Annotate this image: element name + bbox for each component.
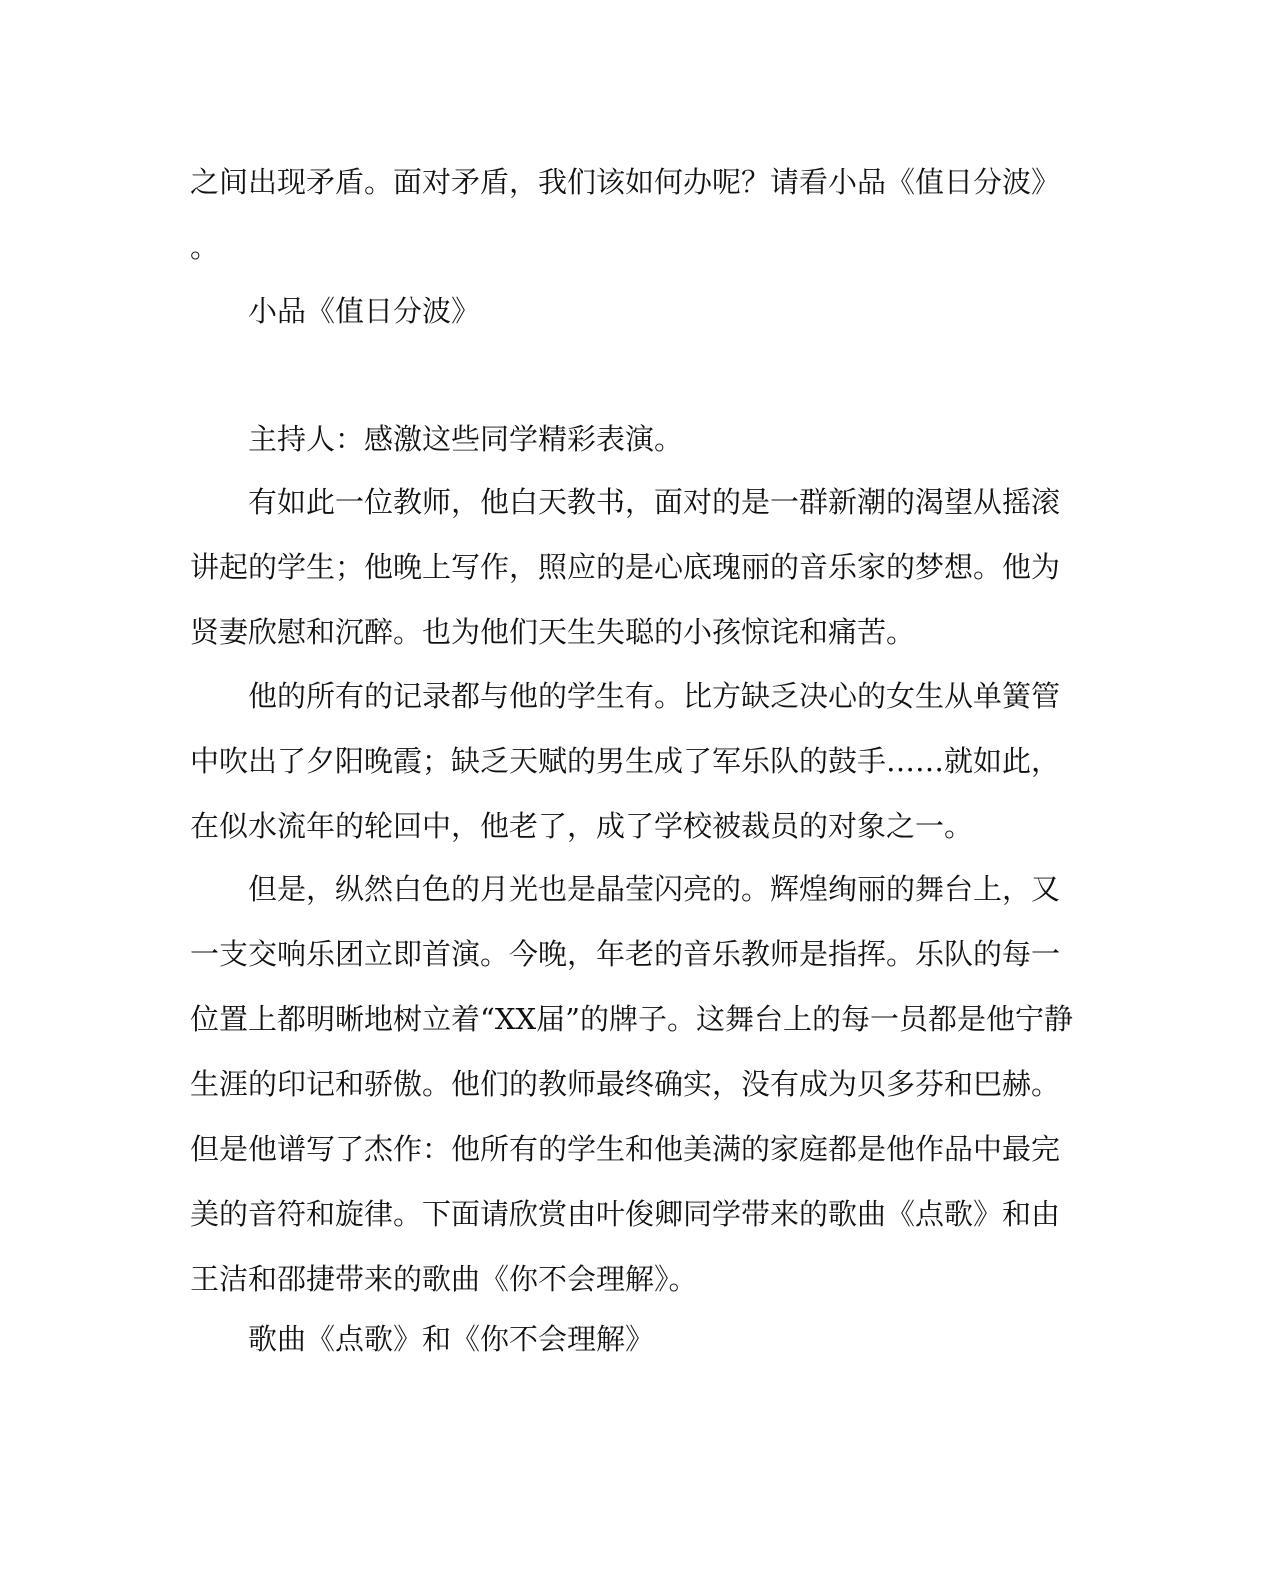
paragraph-intro bbox=[190, 150, 1060, 280]
text-line: 但是，纵然白色的月光也是晶莹闪亮的。辉煌绚丽的舞台上，又 bbox=[248, 872, 1061, 906]
text-line: 王洁和邵捷带来的歌曲《你不会理解》。 bbox=[190, 1262, 698, 1296]
text-line: 但是他谱写了杰作：他所有的学生和他美满的家庭都是他作品中最完 bbox=[190, 1132, 1061, 1166]
paragraph-records bbox=[190, 664, 1060, 859]
text-line: 他的所有的记录都与他的学生有。比方缺乏决心的女生从单簧管 bbox=[248, 679, 1061, 713]
host-line bbox=[190, 407, 1060, 472]
text-line: 小品《值日分波》 bbox=[248, 294, 481, 328]
skit-title bbox=[190, 279, 1060, 344]
text-line: 在似水流年的轮回中，他老了，成了学校被裁员的对象之一。 bbox=[190, 809, 974, 843]
text-line: 中吹出了夕阳晚霞；缺乏天赋的男生成了军乐队的鼓手……就如此， bbox=[190, 744, 1061, 778]
text-line: 位置上都明晰地树立着“XX届”的牌子。这舞台上的每一员都是他宁静 bbox=[190, 1002, 1073, 1036]
text-line: 一支交响乐团立即首演。今晚，年老的音乐教师是指挥。乐队的每一 bbox=[190, 937, 1061, 971]
songs-title bbox=[190, 1307, 1060, 1372]
paragraph-concert bbox=[190, 857, 1073, 1312]
text-line: 讲起的学生；他晚上写作，照应的是心底瑰丽的音乐家的梦想。他为 bbox=[190, 550, 1061, 584]
text-line: 生涯的印记和骄傲。他们的教师最终确实，没有成为贝多芬和巴赫。 bbox=[190, 1067, 1061, 1101]
text-line: 。 bbox=[190, 230, 220, 264]
text-line: 之间出现矛盾。面对矛盾，我们该如何办呢？请看小品《值日分波》 bbox=[190, 165, 1061, 199]
text-line: 贤妻欣慰和沉醉。也为他们天生失聪的小孩惊诧和痛苦。 bbox=[190, 615, 916, 649]
text-line: 有如此一位教师，他白天教书，面对的是一群新潮的渴望从摇滚 bbox=[248, 485, 1061, 519]
text-line: 歌曲《点歌》和《你不会理解》 bbox=[248, 1322, 655, 1356]
paragraph-teacher bbox=[190, 470, 1060, 665]
text-line: 主持人：感激这些同学精彩表演。 bbox=[248, 422, 684, 456]
text-line: 美的音符和旋律。下面请欣赏由叶俊卿同学带来的歌曲《点歌》和由 bbox=[190, 1197, 1061, 1231]
